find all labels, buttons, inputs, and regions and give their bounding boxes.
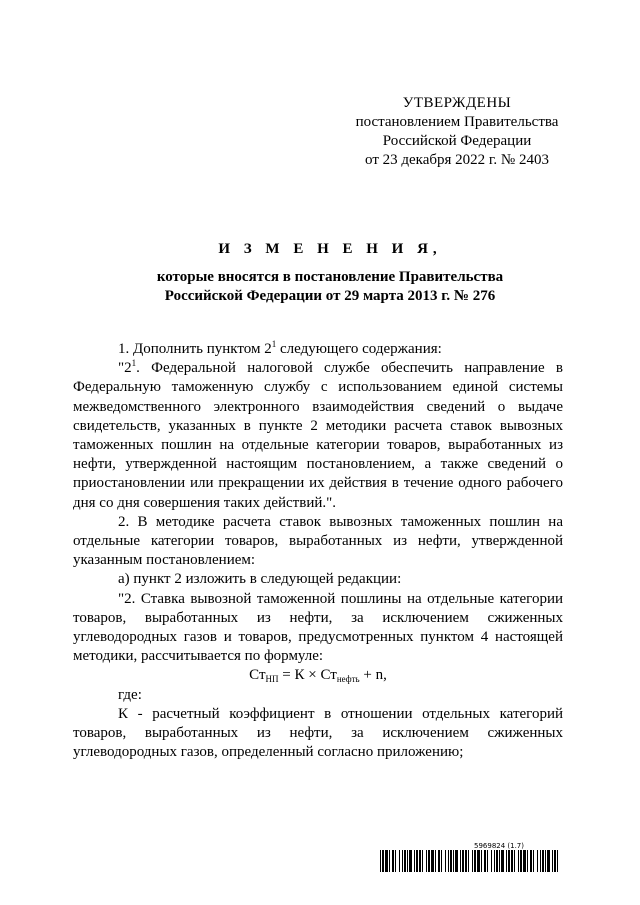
text: "2 xyxy=(118,360,132,377)
superscript: 1 xyxy=(271,339,277,349)
barcode-number: 5969824 (1.7) xyxy=(474,842,524,850)
paragraph-5: "2. Ставка вывозной таможенной пошлины на отдельные категории товаров, выработанных из нефти, за исключением сжиженных углеводородных газов и товаров, предусмотренных пунктом 4 настоящей методики, рассчитывается по формуле: xyxy=(73,590,563,665)
title-subtitle: которые вносятся в постановление Правительства xyxy=(156,269,504,285)
formula-subscript: нефть xyxy=(336,674,360,685)
formula xyxy=(73,666,563,685)
paragraph-4: а) пункт 2 изложить в следующей редакции: xyxy=(118,571,402,588)
text: 1. Дополнить пунктом 2 xyxy=(118,341,272,357)
approval-date: от 23 декабря 2022 г. № 2403 xyxy=(365,152,549,168)
text: . Федеральной налоговой службе обеспечить направление в Федеральную таможенную службу с использованием единой системы межведомственного электронного взаимодействия сведений о выдаче свидетельств, указанных в пункте 2 методики расчета ставок вывозных таможенных пошлин на отдельные категории товаров, выработанных из нефти, утвержденной настоящим постановлением, а также сведений о приостановлении или прекращении их действия в течение одного рабочего дня со дня совершения таких действий.". xyxy=(73,360,563,511)
approval-line: Российской Федерации xyxy=(382,133,532,149)
barcode-icon xyxy=(380,850,558,872)
text: следующего содержания: xyxy=(276,341,442,357)
paragraph-2 xyxy=(73,359,563,513)
formula-text: Ст xyxy=(249,667,266,684)
approval-heading: УТВЕРЖДЕНЫ xyxy=(402,95,512,111)
paragraph-7: К - расчетный коэффициент в отношении отдельных категорий товаров, выработанных из нефти, за исключением сжиженных углеводородных газов, определенный согласно приложению; xyxy=(73,705,563,761)
title-heading: И З М Е Н Е Н И Я, xyxy=(218,241,442,257)
approval-block xyxy=(342,94,572,170)
approval-line: постановлением Правительства xyxy=(355,114,559,130)
paragraph-3: 2. В методике расчета ставок вывозных таможенных пошлин на отдельные категории товаров, выработанных из нефти, утвержденной указанным постановлением: xyxy=(73,513,563,569)
formula-text: = К × Ст xyxy=(278,667,337,684)
paragraph-1 xyxy=(73,340,563,359)
formula-text: + n, xyxy=(359,667,387,684)
document-body xyxy=(73,340,563,762)
superscript: 1 xyxy=(131,358,137,369)
barcode-block xyxy=(380,842,558,872)
title-subtitle: Российской Федерации от 29 марта 2013 г. № 276 xyxy=(164,288,496,304)
document-title xyxy=(60,240,600,306)
formula-subscript: НП xyxy=(265,674,279,685)
paragraph-6: где: xyxy=(118,686,142,703)
